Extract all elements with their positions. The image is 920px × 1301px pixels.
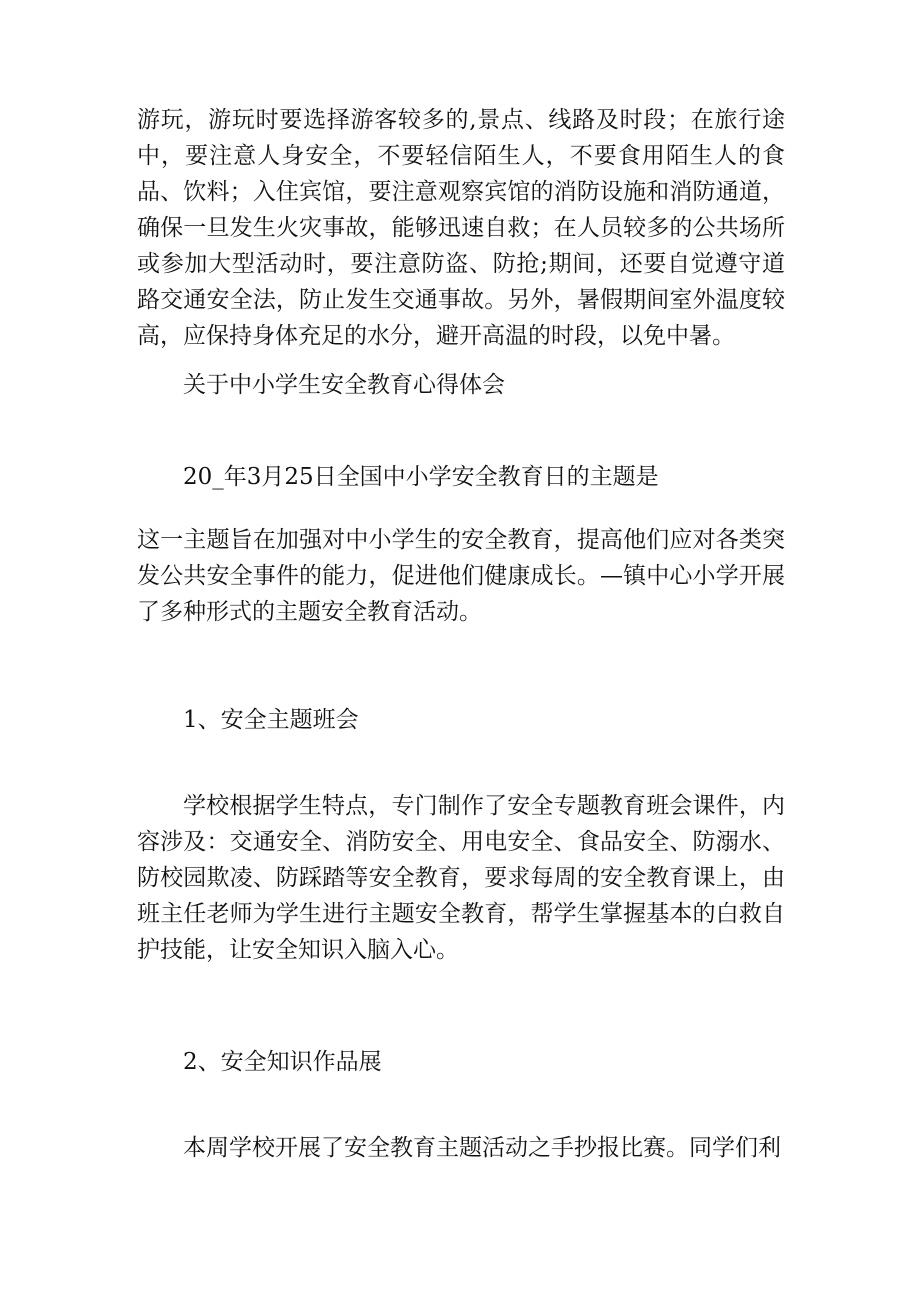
paragraph-travel-safety: 游玩，游玩时要选择游客较多的,景点、线路及时段；在旅行途中，要注意人身安全，不要轻信陌生人，不要食用陌生人的食品、饮料；入住宾馆，要注意观察宾馆的消防设施和消防通道，确保一旦发生火灾事故，能够迅速自救；在人员较多的公共场所或参加大型活动时，要注意防盗、防抢;期间，还要自觉遵守道路交通安全法，防止发生交通事故。另外，暑假期间室外温度较高，应保持身体充足的水分，避开高温的时段，以免中暑。 [137,107,785,349]
date-line: 20_年3月25日全国中小学安全教育日的主题是 [183,464,659,490]
section-1-text: 学校根据学生特点，专门制作了安全专题教育班会课件，内容涉及：交通安全、消防安全、用电安全、食品安全、防溺水、防校园欺凌、防踩踏等安全教育，要求每周的安全教育课上，由班主任老师为学生进行主题安全教育，帮学生掌握基本的白救自护技能，让安全知识入脑入心。 [137,793,785,963]
paragraph-theme: 这一主题旨在加强对中小学生的安全教育，提高他们应对各类突发公共安全事件的能力，促进他们健康成长。—镇中心小学开展了多种形式的主题安全教育活动。 [137,527,785,625]
section-2-text: 本周学校开展了安全教育主题活动之手抄报比赛。同学们利 [183,1135,781,1161]
document-title: 关于中小学生安全教育心得体会 [183,372,505,398]
section-1-heading: 1、安全主题班会 [183,707,359,733]
section-2-heading: 2、安全知识作品展 [183,1049,382,1075]
